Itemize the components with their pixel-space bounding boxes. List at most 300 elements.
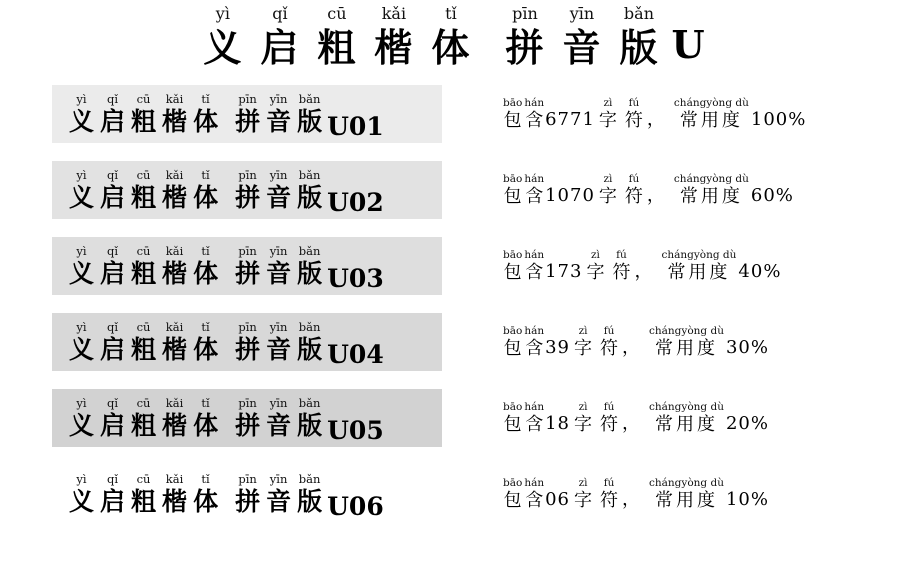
- han-character: 体: [193, 107, 219, 137]
- ruby-unit: [100, 243, 126, 289]
- ruby-unit: [599, 174, 617, 207]
- ruby-unit: [266, 395, 292, 441]
- han-character: 义: [69, 183, 95, 213]
- han-character: 启: [100, 183, 126, 213]
- separator-comma: ，: [646, 184, 666, 206]
- frequency-label-group: [674, 98, 749, 131]
- ruby-unit: [131, 395, 157, 441]
- han-character: 符: [624, 110, 643, 132]
- pinyin-text: qǐ: [107, 319, 119, 334]
- sample-weight-label: U05: [327, 415, 384, 445]
- character-count: 39: [545, 336, 571, 358]
- row-description: [502, 174, 794, 207]
- han-character: 楷: [162, 183, 188, 213]
- han-character: 音: [266, 487, 292, 517]
- character-count: 06: [545, 488, 571, 510]
- han-character: 粗: [131, 259, 157, 289]
- han-character: 体: [193, 487, 219, 517]
- pinyin-text: bāo: [503, 96, 523, 109]
- pinyin-text: cū: [136, 395, 151, 410]
- title-suffix: U: [671, 22, 706, 67]
- pinyin-text: yì: [76, 167, 87, 182]
- han-character: 符: [624, 186, 643, 208]
- han-character: 楷: [162, 259, 188, 289]
- ruby-unit: [235, 471, 261, 517]
- han-character: 粗: [131, 487, 157, 517]
- han-character: 音: [562, 26, 602, 70]
- pinyin-text: bāo: [503, 172, 523, 185]
- pinyin-text: qǐ: [107, 395, 119, 410]
- ruby-unit: [297, 319, 323, 365]
- ruby-unit: [131, 167, 157, 213]
- frequency-label: 常用度: [667, 262, 731, 284]
- pinyin-text: yīn: [269, 167, 288, 182]
- pinyin-text: kǎi: [165, 319, 184, 334]
- ruby-unit: [131, 319, 157, 365]
- row-description: [502, 402, 769, 435]
- pinyin-text: bǎn: [298, 243, 321, 258]
- pinyin-text: fú: [628, 96, 640, 109]
- pinyin-text: qǐ: [107, 243, 119, 258]
- pinyin-text: yīn: [269, 471, 288, 486]
- han-character: 版: [297, 259, 323, 289]
- pinyin-text: cū: [136, 167, 151, 182]
- han-character: 含: [525, 110, 544, 132]
- frequency-label: 常用度: [679, 110, 743, 132]
- pinyin-text: bāo: [503, 324, 523, 337]
- pinyin-text: bǎn: [298, 167, 321, 182]
- han-character: 体: [431, 26, 471, 70]
- ruby-unit: [266, 91, 292, 137]
- ruby-unit: [625, 98, 643, 131]
- sample-weight-label: U04: [327, 339, 384, 369]
- character-count: 1070: [545, 184, 595, 206]
- title-ruby-row: [194, 4, 706, 70]
- han-character: 包: [503, 262, 522, 284]
- ruby-unit: [297, 243, 323, 289]
- pinyin-text: zì: [603, 172, 613, 185]
- ruby-unit: [503, 402, 522, 435]
- han-character: 启: [100, 107, 126, 137]
- pinyin-text: cū: [327, 4, 347, 23]
- han-character: 体: [193, 335, 219, 365]
- pinyin-text: bǎn: [298, 471, 321, 486]
- pinyin-text: hán: [524, 96, 545, 109]
- pinyin-text: tǐ: [201, 471, 210, 486]
- pinyin-text: pīn: [238, 471, 257, 486]
- page-title: [0, 0, 900, 70]
- ruby-unit: [131, 471, 157, 517]
- pinyin-text: fú: [628, 172, 640, 185]
- pinyin-text: kǎi: [165, 91, 184, 106]
- pinyin-text: fú: [603, 476, 615, 489]
- pinyin-text: yīn: [269, 395, 288, 410]
- han-character: 楷: [162, 487, 188, 517]
- sample-text-block: [52, 161, 442, 219]
- sample-rows: [0, 83, 900, 525]
- ruby-unit: [235, 319, 261, 365]
- han-character: 包: [503, 110, 522, 132]
- frequency-value: 40%: [738, 260, 782, 282]
- sample-text-block: [52, 237, 442, 295]
- han-character: 粗: [131, 335, 157, 365]
- han-character: 字: [574, 490, 593, 512]
- row-description: [502, 250, 781, 283]
- frequency-label: 常用度: [654, 338, 718, 360]
- frequency-label-group: [649, 326, 724, 359]
- frequency-value: 10%: [725, 488, 769, 510]
- pinyin-text: bāo: [503, 400, 523, 413]
- han-character: 启: [260, 26, 300, 70]
- pinyin-text: zì: [603, 96, 613, 109]
- specimen-row: [0, 235, 900, 297]
- pinyin-text: yīn: [569, 4, 595, 23]
- pinyin-text: tǐ: [201, 243, 210, 258]
- pinyin-text: zì: [578, 476, 588, 489]
- pinyin-text: cū: [136, 471, 151, 486]
- ruby-unit: [162, 167, 188, 213]
- ruby-unit: [600, 478, 618, 511]
- pinyin-text: pīn: [238, 91, 257, 106]
- frequency-label-group: [649, 478, 724, 511]
- han-character: 拼: [505, 26, 545, 70]
- ruby-unit: [162, 471, 188, 517]
- frequency-pinyin: chángyòng dù: [661, 248, 737, 261]
- han-character: 包: [503, 490, 522, 512]
- ruby-unit: [193, 91, 219, 137]
- han-character: 音: [266, 259, 292, 289]
- han-character: 音: [266, 183, 292, 213]
- han-character: 楷: [162, 107, 188, 137]
- pinyin-text: yì: [76, 319, 87, 334]
- han-character: 符: [600, 414, 619, 436]
- han-character: 义: [69, 487, 95, 517]
- frequency-pinyin: chángyòng dù: [649, 476, 724, 489]
- character-count: 173: [545, 260, 583, 282]
- frequency-label: 常用度: [679, 186, 743, 208]
- pinyin-text: hán: [524, 400, 545, 413]
- separator-comma: ，: [622, 336, 642, 358]
- pinyin-text: kǎi: [165, 395, 184, 410]
- ruby-unit: [524, 174, 544, 207]
- pinyin-text: yì: [215, 4, 230, 23]
- pinyin-text: bǎn: [623, 4, 655, 23]
- ruby-unit: [69, 167, 95, 213]
- pinyin-text: tǐ: [201, 395, 210, 410]
- ruby-unit: [260, 4, 300, 70]
- ruby-unit: [193, 319, 219, 365]
- ruby-unit: [100, 167, 126, 213]
- han-character: 符: [600, 490, 619, 512]
- ruby-unit: [162, 319, 188, 365]
- han-character: 楷: [374, 26, 414, 70]
- ruby-unit: [297, 91, 323, 137]
- han-character: 启: [100, 259, 126, 289]
- ruby-unit: [69, 243, 95, 289]
- pinyin-text: cū: [136, 91, 151, 106]
- han-character: 拼: [235, 335, 261, 365]
- ruby-unit: [524, 98, 544, 131]
- ruby-unit: [503, 250, 522, 283]
- han-character: 粗: [131, 183, 157, 213]
- ruby-unit: [193, 243, 219, 289]
- ruby-unit: [524, 250, 544, 283]
- frequency-pinyin: chángyòng dù: [673, 96, 749, 109]
- separator-comma: ，: [634, 260, 654, 282]
- han-character: 包: [503, 338, 522, 360]
- frequency-label-group: [674, 174, 749, 207]
- han-character: 符: [600, 338, 619, 360]
- ruby-unit: [100, 395, 126, 441]
- pinyin-text: tǐ: [445, 4, 457, 23]
- ruby-unit: [574, 326, 592, 359]
- han-character: 粗: [131, 411, 157, 441]
- separator-comma: ，: [622, 488, 642, 510]
- han-character: 体: [193, 259, 219, 289]
- ruby-unit: [131, 243, 157, 289]
- pinyin-text: cū: [136, 319, 151, 334]
- ruby-unit: [431, 4, 471, 70]
- specimen-row: [0, 311, 900, 373]
- han-character: 启: [100, 411, 126, 441]
- row-description: [502, 326, 769, 359]
- pinyin-text: kǎi: [381, 4, 407, 23]
- han-character: 义: [203, 26, 243, 70]
- pinyin-text: zì: [578, 400, 588, 413]
- sample-text-block: [52, 85, 442, 143]
- han-character: 义: [69, 259, 95, 289]
- ruby-unit: [266, 243, 292, 289]
- frequency-pinyin: chángyòng dù: [649, 400, 724, 413]
- pinyin-text: zì: [578, 324, 588, 337]
- han-character: 粗: [131, 107, 157, 137]
- separator-comma: ，: [646, 108, 666, 130]
- han-character: 字: [598, 110, 617, 132]
- han-character: 版: [297, 411, 323, 441]
- ruby-unit: [625, 174, 643, 207]
- pinyin-text: pīn: [238, 395, 257, 410]
- ruby-unit: [235, 167, 261, 213]
- specimen-row: [0, 387, 900, 449]
- row-description: [502, 98, 806, 131]
- pinyin-text: hán: [524, 172, 545, 185]
- han-character: 包: [503, 186, 522, 208]
- sample-text-block: [52, 313, 442, 371]
- row-description: [502, 478, 769, 511]
- ruby-unit: [69, 395, 95, 441]
- han-character: 楷: [162, 411, 188, 441]
- ruby-unit: [131, 91, 157, 137]
- character-count: 6771: [545, 108, 595, 130]
- ruby-unit: [317, 4, 357, 70]
- pinyin-text: bǎn: [298, 91, 321, 106]
- ruby-unit: [562, 4, 602, 70]
- han-character: 字: [598, 186, 617, 208]
- pinyin-text: kǎi: [165, 471, 184, 486]
- pinyin-text: yīn: [269, 319, 288, 334]
- ruby-unit: [235, 395, 261, 441]
- pinyin-text: bǎn: [298, 395, 321, 410]
- ruby-unit: [524, 402, 544, 435]
- han-character: 含: [525, 262, 544, 284]
- pinyin-text: qǐ: [107, 91, 119, 106]
- ruby-unit: [297, 395, 323, 441]
- han-character: 版: [297, 183, 323, 213]
- ruby-unit: [162, 91, 188, 137]
- han-character: 版: [297, 107, 323, 137]
- ruby-unit: [235, 243, 261, 289]
- frequency-label: 常用度: [654, 414, 718, 436]
- pinyin-text: fú: [616, 248, 627, 261]
- pinyin-text: qǐ: [107, 471, 119, 486]
- han-character: 字: [574, 338, 593, 360]
- ruby-unit: [162, 395, 188, 441]
- sample-weight-label: U02: [327, 187, 384, 217]
- ruby-unit: [100, 319, 126, 365]
- ruby-unit: [524, 478, 544, 511]
- han-character: 体: [193, 411, 219, 441]
- sample-text-block: [52, 465, 442, 523]
- ruby-unit: [600, 402, 618, 435]
- ruby-unit: [100, 471, 126, 517]
- pinyin-text: yì: [76, 91, 87, 106]
- han-character: 拼: [235, 411, 261, 441]
- han-character: 含: [525, 414, 544, 436]
- han-character: 音: [266, 411, 292, 441]
- ruby-unit: [524, 326, 544, 359]
- specimen-row: [0, 159, 900, 221]
- pinyin-text: tǐ: [201, 319, 210, 334]
- pinyin-text: cū: [136, 243, 151, 258]
- pinyin-text: yīn: [269, 91, 288, 106]
- pinyin-text: tǐ: [201, 167, 210, 182]
- frequency-label: 常用度: [654, 490, 718, 512]
- ruby-unit: [162, 243, 188, 289]
- han-character: 含: [525, 338, 544, 360]
- frequency-label-group: [661, 250, 736, 283]
- ruby-unit: [193, 471, 219, 517]
- pinyin-text: bāo: [503, 248, 523, 261]
- han-character: 拼: [235, 183, 261, 213]
- ruby-unit: [586, 250, 604, 283]
- ruby-unit: [69, 91, 95, 137]
- han-character: 音: [266, 107, 292, 137]
- ruby-unit: [266, 471, 292, 517]
- pinyin-text: qǐ: [107, 167, 119, 182]
- pinyin-text: pīn: [238, 243, 257, 258]
- han-character: 包: [503, 414, 522, 436]
- ruby-unit: [266, 319, 292, 365]
- sample-weight-label: U06: [327, 491, 384, 521]
- ruby-unit: [100, 91, 126, 137]
- han-character: 字: [586, 262, 605, 284]
- han-character: 含: [525, 490, 544, 512]
- han-character: 义: [69, 335, 95, 365]
- ruby-unit: [69, 319, 95, 365]
- pinyin-text: yīn: [269, 243, 288, 258]
- han-character: 粗: [317, 26, 357, 70]
- han-character: 义: [69, 107, 95, 137]
- sample-weight-label: U03: [327, 263, 384, 293]
- ruby-unit: [574, 478, 592, 511]
- ruby-unit: [193, 395, 219, 441]
- pinyin-text: pīn: [238, 319, 257, 334]
- frequency-label-group: [649, 402, 724, 435]
- ruby-unit: [503, 478, 522, 511]
- pinyin-text: kǎi: [165, 167, 184, 182]
- frequency-value: 100%: [750, 108, 807, 130]
- ruby-unit: [69, 471, 95, 517]
- frequency-value: 30%: [725, 336, 769, 358]
- pinyin-text: bǎn: [298, 319, 321, 334]
- ruby-unit: [574, 402, 592, 435]
- pinyin-text: zì: [591, 248, 600, 261]
- ruby-unit: [203, 4, 243, 70]
- specimen-row: [0, 463, 900, 525]
- frequency-value: 60%: [750, 184, 794, 206]
- ruby-unit: [266, 167, 292, 213]
- pinyin-text: pīn: [512, 4, 538, 23]
- ruby-unit: [297, 471, 323, 517]
- ruby-unit: [503, 98, 522, 131]
- pinyin-text: hán: [524, 324, 545, 337]
- pinyin-text: kǎi: [165, 243, 184, 258]
- ruby-unit: [374, 4, 414, 70]
- pinyin-text: fú: [603, 400, 615, 413]
- ruby-unit: [193, 167, 219, 213]
- ruby-unit: [297, 167, 323, 213]
- ruby-unit: [619, 4, 659, 70]
- frequency-value: 20%: [725, 412, 769, 434]
- ruby-unit: [235, 91, 261, 137]
- han-character: 启: [100, 487, 126, 517]
- ruby-unit: [600, 326, 618, 359]
- pinyin-text: bāo: [503, 476, 523, 489]
- specimen-row: [0, 83, 900, 145]
- pinyin-text: yì: [76, 471, 87, 486]
- frequency-pinyin: chángyòng dù: [649, 324, 724, 337]
- ruby-unit: [503, 174, 522, 207]
- pinyin-text: fú: [603, 324, 615, 337]
- han-character: 版: [297, 335, 323, 365]
- pinyin-text: tǐ: [201, 91, 210, 106]
- sample-text-block: [52, 389, 442, 447]
- pinyin-text: hán: [524, 476, 545, 489]
- han-character: 启: [100, 335, 126, 365]
- han-character: 字: [574, 414, 593, 436]
- pinyin-text: yì: [76, 243, 87, 258]
- han-character: 拼: [235, 107, 261, 137]
- han-character: 版: [619, 26, 659, 70]
- pinyin-text: pīn: [238, 167, 257, 182]
- han-character: 含: [525, 186, 544, 208]
- han-character: 体: [193, 183, 219, 213]
- han-character: 楷: [162, 335, 188, 365]
- frequency-pinyin: chángyòng dù: [673, 172, 749, 185]
- han-character: 拼: [235, 487, 261, 517]
- han-character: 符: [612, 262, 631, 284]
- han-character: 版: [297, 487, 323, 517]
- ruby-unit: [599, 98, 617, 131]
- han-character: 义: [69, 411, 95, 441]
- han-character: 音: [266, 335, 292, 365]
- pinyin-text: yì: [76, 395, 87, 410]
- pinyin-text: hán: [524, 248, 545, 261]
- han-character: 拼: [235, 259, 261, 289]
- ruby-unit: [612, 250, 630, 283]
- separator-comma: ，: [622, 412, 642, 434]
- pinyin-text: qǐ: [272, 4, 288, 23]
